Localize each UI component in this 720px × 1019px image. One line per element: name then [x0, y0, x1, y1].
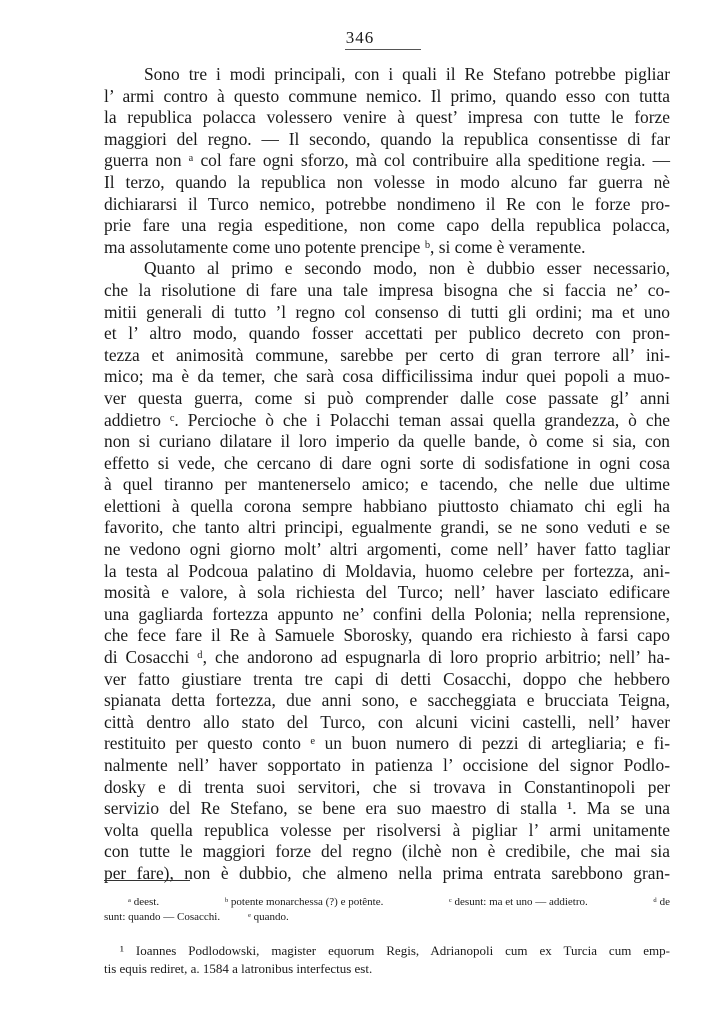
page-number: 346 [345, 28, 375, 47]
text-line: prie fare una regia espeditione, non come capo della republica polacca, [104, 215, 670, 236]
text-line: spianata detta fortezza, due anni sono, e saccheggiata e brucciata Teigna, [104, 690, 670, 711]
text-line: che fece fare il Re à Samuele Sborosky, quando era richiesto à farsi capo [104, 625, 670, 646]
text-line: non si curiano dilatare il loro imperio da quelle bande, ò come si sia, con [104, 431, 670, 452]
text-line: ver questa guerra, come si può comprender dalle cose passate gl’ anni [104, 387, 670, 408]
text-line: tezza et animosità commune, sarebbe per certo di gran terrore all’ ini- [104, 344, 670, 365]
footnote-line: tis equis rediret, a. 1584 a latronibus interfectus est. [104, 961, 373, 976]
critical-note: ᶜ desunt: ma et uno — addietro. [448, 896, 588, 908]
critical-note: ᵃ deest. [128, 896, 160, 908]
text-line: maggiori del regno. — Il secondo, quando la republica consentisse di far [104, 128, 670, 149]
text-line: volta quella republica volesse per risolversi à pigliar l’ armi unitamente [104, 819, 670, 840]
text-line: Il terzo, quando la republica non volesse in modo alcuno far guerra nè [104, 171, 670, 192]
text-line: l’ armi contro à questo commune nemico. Il primo, quando esso con tutta [104, 85, 670, 106]
text-line: ne vedono ogni giorno molt’ altri argomenti, come nell’ haver fatto tagliar [104, 539, 670, 560]
critical-note: ᵈ de [653, 896, 670, 908]
text-line: ver fatto giustiare trenta tre capi di detti Cosacchi, doppo che hebbero [104, 668, 670, 689]
text-line: à quel tiranno per mantenerselo amico; e tacendo, che nelle due ultime [104, 474, 670, 495]
critical-apparatus [104, 895, 670, 925]
text-line: mitii generali di tutto ’l regno col consenso di tutti gli ordini; ma et uno [104, 301, 670, 322]
critical-note: ᵉ quando. [248, 911, 289, 923]
critical-notes-row [104, 910, 670, 925]
text-line: Sono tre i modi principali, con i quali il Re Stefano potrebbe pigliar [144, 64, 670, 84]
text-line: elettioni à quella corona sempre habbiano piuttosto chiamato chi egli ha [104, 495, 670, 516]
text-line: di Cosacchi ᵈ, che andorono ad espugnarla di loro proprio arbitrio; nell’ ha- [104, 647, 670, 668]
text-line: che la risolutione di fare una tale impresa bisogna che si faccia ne’ co- [104, 279, 670, 300]
text-line: nalmente nell’ haver sopportato in patienza l’ occisione del signor Podlo- [104, 755, 670, 775]
footnote-line: ¹ Ioannes Podlodowski, magister equorum Regis, Adrianopoli cum ex Turcia cum emp- [120, 943, 670, 958]
text-line: Quanto al primo e secondo modo, non è dubbio esser necessario, [144, 258, 670, 279]
main-text [104, 64, 670, 885]
critical-note: ᵇ potente monarchessa (?) e potênte. [224, 896, 384, 908]
text-line: la testa al Podcoua palatino di Moldavia, huomo celebre per fortezza, ani- [104, 560, 670, 581]
text-line: per fare), non è dubbio, che almeno nella prima entrata sarebbono gran- [104, 862, 670, 883]
footnote-rule [104, 880, 190, 881]
critical-notes-row [104, 895, 670, 910]
text-line: mosità e valore, à sola richiesta del Turco; nell’ haver lasciato edificare [104, 582, 670, 603]
text-line: dosky e di trenta suoi servitori, che si trovava in Constantinopoli per [104, 776, 670, 797]
text-line: mico; ma è da temer, che sarà cosa difficilissima indur quei popoli a muo- [104, 366, 670, 387]
text-line: addietro ᶜ. Percioche ò che i Polacchi teman assai quella grandezza, ò che [104, 409, 670, 430]
text-line: servizio del Re Stefano, se bene era suo maestro di stalla ¹. Ma se una [104, 798, 670, 819]
text-line: con tutte le maggiori forze del regno (ilchè non è credibile, che mai sia [104, 841, 670, 862]
text-line: et l’ altro modo, quando fosser accettati per publico decreto con pron- [104, 323, 670, 344]
header-rule [345, 49, 421, 50]
critical-note: sunt: quando — Cosacchi. [104, 911, 221, 923]
source-footnote [104, 942, 670, 978]
text-line: restituito per questo conto ᵉ un buon numero di pezzi di artegliaria; e fi- [104, 733, 670, 754]
text-line: favorito, che tanto altri principi, egualmente grandi, se ne sono veduti e se [104, 517, 670, 538]
text-line: la republica polacca volessero venire à quest’ impresa con tutte le forze [104, 107, 670, 128]
text-line: effetto si vede, che cercano di dare ogni sorte di sodisfatione in ogni cosa [104, 452, 670, 473]
text-line: dichiararsi il Turco nemico, potrebbe nondimeno il Re con le forze pro- [104, 193, 670, 214]
text-line: una gagliarda fortezza appunto ne’ confini della Polonia; nella reprensione, [104, 603, 670, 624]
text-line: guerra non ᵃ col fare ogni sforzo, mà col contribuire alla speditione regia. — [104, 150, 670, 171]
text-line: ma assolutamente come uno potente prencipe ᵇ, si come è veramente. [104, 236, 586, 257]
text-line: città dentro allo stato del Turco, con alcuni vicini castelli, nell’ haver [104, 711, 670, 732]
